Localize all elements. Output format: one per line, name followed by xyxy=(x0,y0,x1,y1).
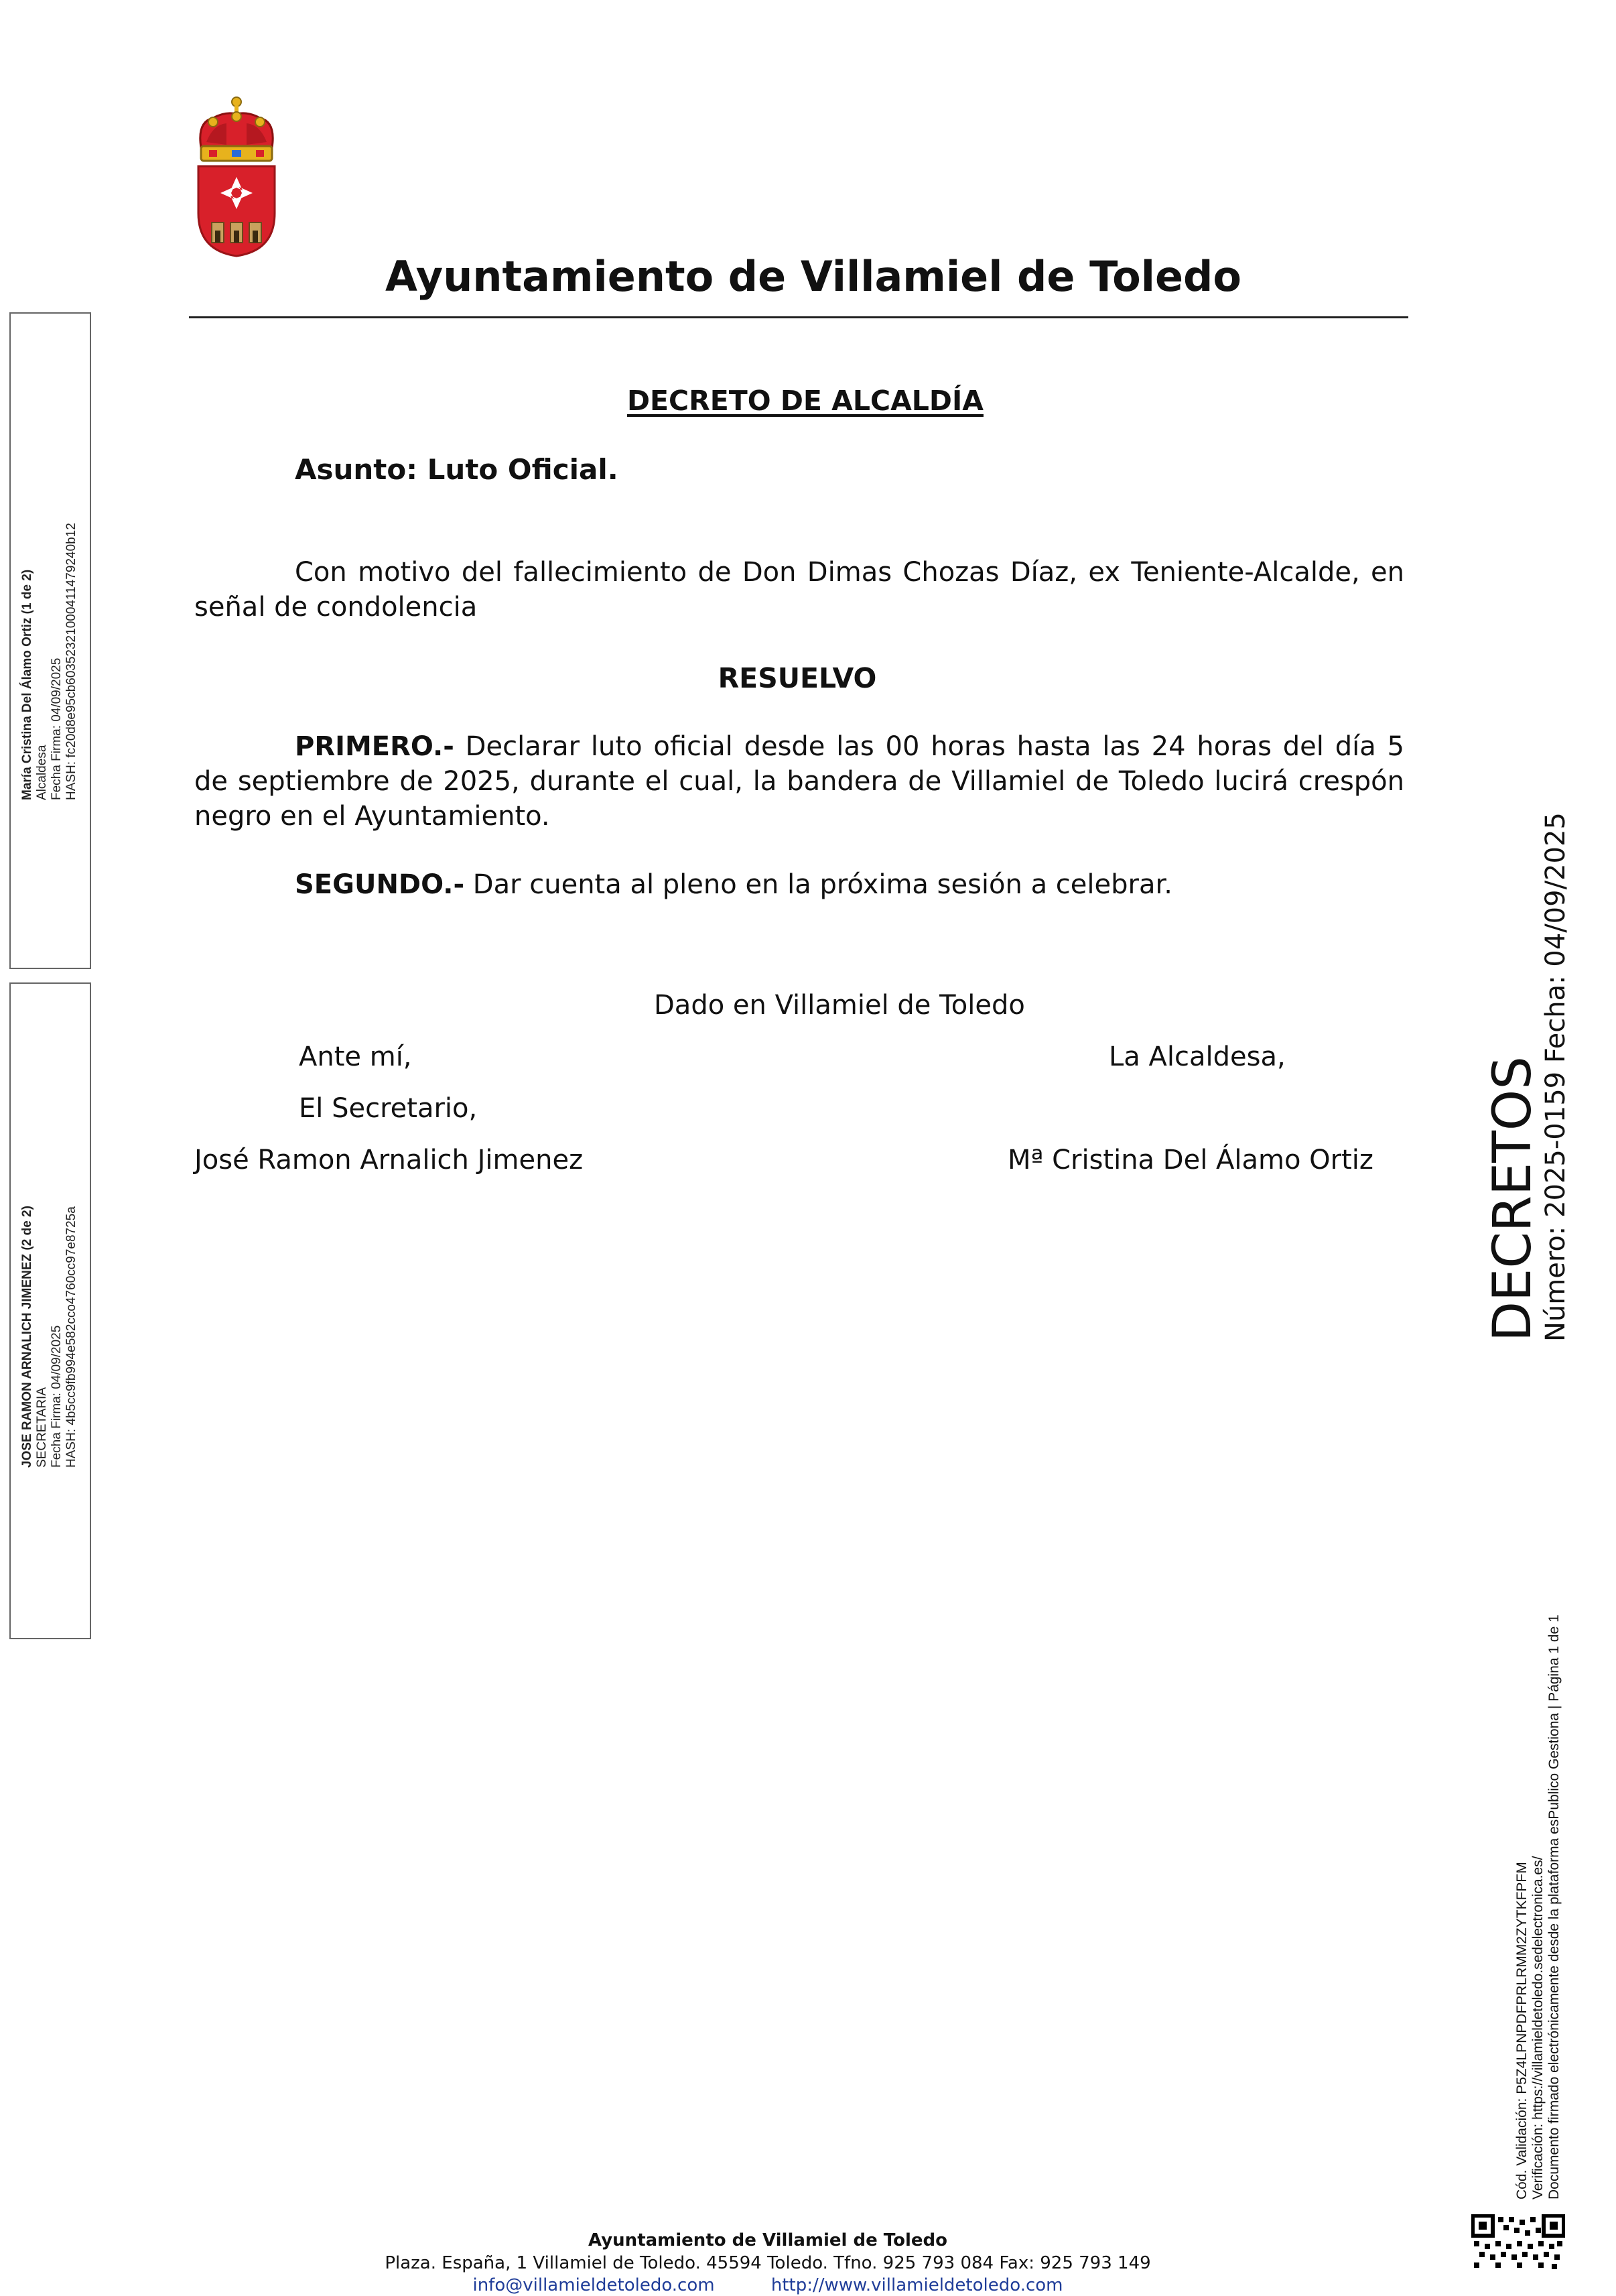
resolution-first-paragraph xyxy=(194,729,1404,834)
before-me-label: Ante mí, xyxy=(299,1041,412,1072)
resolution-first-label: PRIMERO.- xyxy=(295,731,454,762)
signature-signer-role: Alcaldesa xyxy=(35,745,49,800)
signature-signer-name: JOSE RAMON ARNALICH JIMENEZ (2 de 2) xyxy=(20,1206,34,1468)
decree-subject: Asunto: Luto Oficial. xyxy=(295,453,618,486)
signature-hash: HASH: fc20d8e95cb60352321000411479240b12 xyxy=(64,523,78,800)
signature-date: Fecha Firma: 04/09/2025 xyxy=(50,1325,64,1468)
given-in-place: Dado en Villamiel de Toledo xyxy=(654,990,1025,1021)
page-footer xyxy=(0,2229,1616,2296)
resolves-heading: RESUELVO xyxy=(718,662,877,694)
signature-signer-name: María Cristina Del Álamo Ortiz (1 de 2) xyxy=(20,569,34,800)
signature-box-secretary xyxy=(9,982,91,1639)
resolution-first-text: Declarar luto oficial desde las 00 horas hasta las 24 horas del día 5 de septiembre de 2025, durante el cual, la bandera de Villamiel de Toledo lucirá crespón negro en el Ayuntamiento. xyxy=(194,731,1404,832)
secretary-title: El Secretario, xyxy=(299,1093,478,1124)
document-platform-note: Documento firmado electrónicamente desde la plataforma esPublico Gestiona | Página 1 de 1 xyxy=(1546,1614,1562,2199)
signature-signer-role: SECRETARIA xyxy=(35,1387,49,1468)
page-title: Ayuntamiento de Villamiel de Toledo xyxy=(385,252,1241,301)
resolution-second-label: SEGUNDO.- xyxy=(295,869,465,900)
verification-url: Verificación: https://villamieldetoledo.sedelectronica.es/ xyxy=(1530,1856,1546,2199)
validation-text xyxy=(1514,1614,1562,2199)
signature-text-secretary xyxy=(20,1206,79,1468)
header-divider xyxy=(189,316,1408,318)
footer-organization: Ayuntamiento de Villamiel de Toledo xyxy=(588,2230,947,2250)
footer-links xyxy=(0,2275,1576,2296)
resolution-second-paragraph xyxy=(295,867,1172,902)
signature-hash: HASH: 4b5cc9fb994e582cco4760cc97e8725a xyxy=(64,1206,78,1468)
decree-title: DECRETO DE ALCALDÍA xyxy=(627,385,984,417)
decree-category-stamp: DECRETOS xyxy=(1483,1056,1543,1342)
footer-email-link[interactable]: info@villamieldetoledo.com xyxy=(472,2275,715,2295)
decree-number-date: Número: 2025-0159 Fecha: 04/09/2025 xyxy=(1540,812,1571,1342)
signature-box-mayor xyxy=(9,312,91,969)
validation-code: Cód. Validación: P5Z4LPNPDFPRLRMM2ZYTKFPFM xyxy=(1514,1862,1530,2199)
signature-date: Fecha Firma: 04/09/2025 xyxy=(50,657,64,800)
mayor-name: Mª Cristina Del Álamo Ortiz xyxy=(1008,1145,1373,1175)
footer-address: Plaza. España, 1 Villamiel de Toledo. 45594 Toledo. Tfno. 925 793 084 Fax: 925 793 149 xyxy=(385,2253,1151,2273)
decree-intro-paragraph: Con motivo del fallecimiento de Don Dimas Chozas Díaz, ex Teniente-Alcalde, en señal de condolencia xyxy=(194,557,1404,623)
signature-text-mayor xyxy=(20,523,79,800)
secretary-name: José Ramon Arnalich Jimenez xyxy=(194,1145,584,1175)
mayor-title: La Alcaldesa, xyxy=(1109,1041,1286,1072)
footer-website-link[interactable]: http://www.villamieldetoledo.com xyxy=(770,2275,1063,2295)
resolution-second-text: Dar cuenta al pleno en la próxima sesión a celebrar. xyxy=(464,869,1172,900)
coat-of-arms-logo xyxy=(193,95,280,259)
